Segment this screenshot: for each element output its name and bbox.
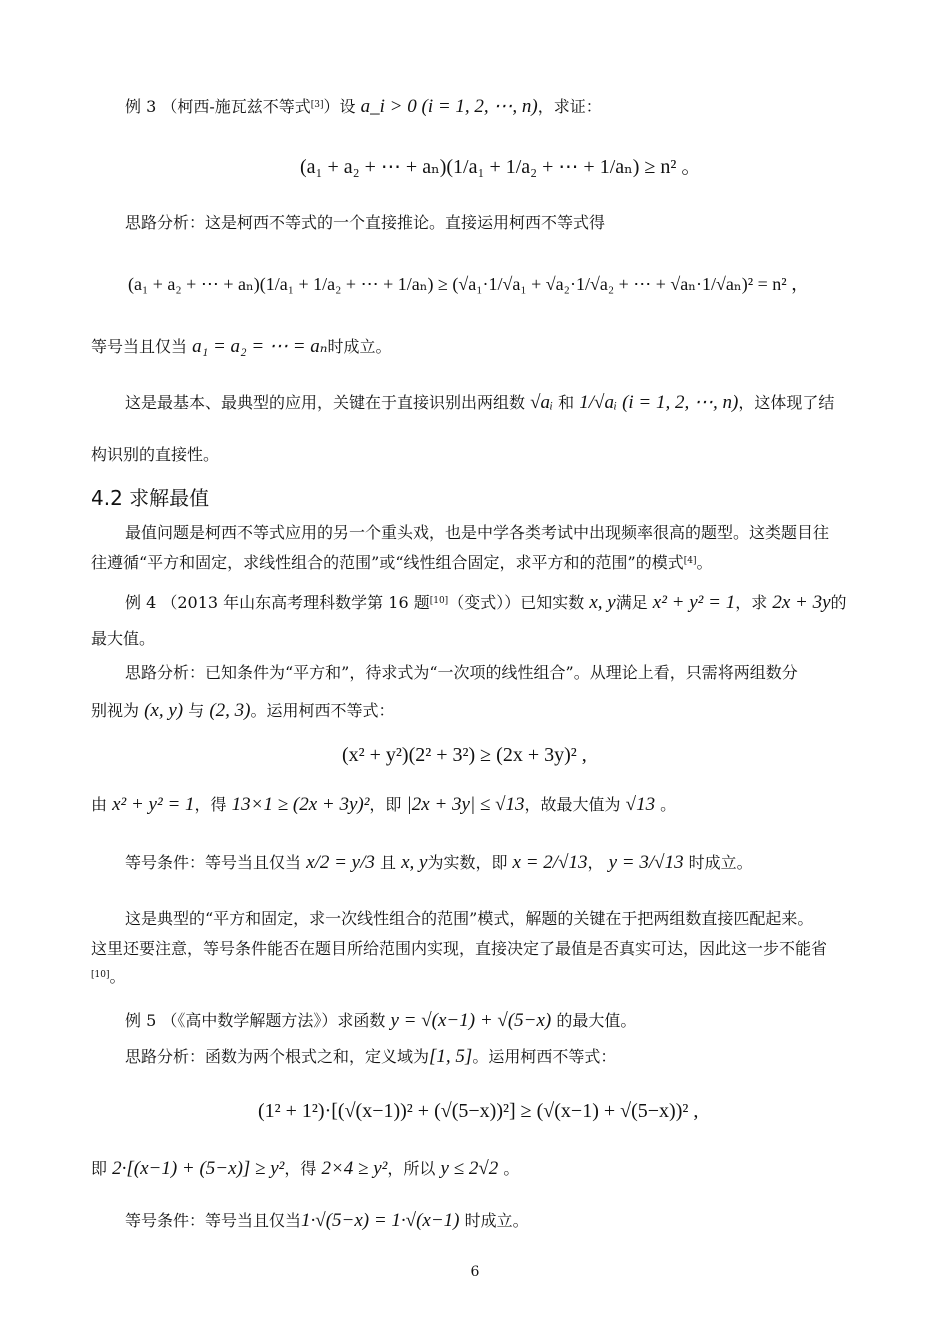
section-heading: 4.2 求解最值 [91, 486, 210, 510]
ex3-equality-condition: 等号当且仅当 a₁ = a₂ = ⋯ = aₙ时成立。 [91, 336, 392, 357]
math-inline: [1, 5] [429, 1046, 473, 1067]
math-inline: 1·√(5−x) = 1·√(x−1) [301, 1210, 460, 1231]
citation: [10] [429, 596, 449, 606]
math-inline: |2x + 3y| ≤ √13 [406, 794, 525, 815]
math-inline: x, y [401, 852, 428, 873]
math-inline: x² + y² = 1 [112, 794, 195, 815]
page-number: 6 [470, 1264, 480, 1280]
equation-ex3-claim: (a₁ + a₂ + ⋯ + aₙ)(1/a₁ + 1/a₂ + ⋯ + 1/aₙ) ≥ n² 。 [300, 156, 702, 178]
ex3-comment: 这是最基本、最典型的应用，关键在于直接识别出两组数 √aᵢ 和 1/√aᵢ (i = 1, 2, ⋯, n)，这体现了结 [125, 392, 835, 413]
math-inline: y = √(x−1) + √(5−x) [390, 1010, 552, 1031]
math-inline: (2, 3) [209, 700, 251, 721]
ex3-analysis: 思路分析：这是柯西不等式的一个直接推论。直接运用柯西不等式得 [125, 213, 606, 232]
equation-ex3-derivation: (a₁ + a₂ + ⋯ + aₙ)(1/a₁ + 1/a₂ + ⋯ + 1/aₙ) ≥ (√a₁·1/√a₁ + √a₂·1/√a₂ + ⋯ + √aₙ·1/√aₙ)² = n² ， [128, 274, 810, 294]
citation: [10] [91, 970, 110, 980]
math-inline: a₁ = a₂ = ⋯ = aₙ [192, 336, 328, 357]
math-inline: y ≤ 2√2 [440, 1158, 499, 1179]
citation: [4] [683, 556, 697, 566]
math-inline: 2×4 ≥ y² [321, 1158, 388, 1179]
equation-ex4: (x² + y²)(2² + 3²) ≥ (2x + 3y)² , [342, 744, 587, 766]
math-inline: x/2 = y/3 [306, 852, 375, 873]
ex4-analysis-1: 思路分析：已知条件为“平方和”，待求式为“一次项的线性组合”。从理论上看，只需将两组数分 [125, 663, 798, 682]
ex3-comment-line2: 构识别的直接性。 [91, 445, 220, 464]
ex4-comment-2: 这里还要注意，等号条件能否在题目所给范围内实现，直接决定了最值是否真实可达，因此这一步不能省 [91, 939, 828, 958]
equation-ex5: (1² + 1²)·[(√(x−1))² + (√(5−x))²] ≥ (√(x−1) + √(5−x))² , [258, 1100, 699, 1122]
ex5-result: 即 2·[(x−1) + (5−x)] ≥ y²，得 2×4 ≥ y²，所以 y ≤ 2√2 。 [91, 1158, 520, 1179]
math-inline: 2·[(x−1) + (5−x)] ≥ y² [112, 1158, 285, 1179]
example-label: 例 4 [125, 593, 157, 612]
ex4-analysis-2: 别视为 (x, y) 与 (2, 3)。运用柯西不等式： [91, 700, 395, 721]
ex4-equality-condition: 等号条件：等号当且仅当 x/2 = y/3 且 x, y为实数，即 x = 2/√13， y = 3/√13 时成立。 [125, 852, 753, 873]
example-3-statement: 例 3 （柯西-施瓦兹不等式[3]）设 a_i > 0 (i = 1, 2, ⋯, n)，求证： [125, 96, 602, 117]
math-inline: 1/√aᵢ [579, 392, 617, 413]
math-inline: √aᵢ [530, 392, 554, 413]
intro-line1: 最值问题是柯西不等式应用的另一个重头戏，也是中学各类考试中出现频率很高的题型。这类题目往 [125, 523, 830, 542]
ex4-comment-1: 这是典型的“平方和固定，求一次线性组合的范围”模式，解题的关键在于把两组数直接匹配起来。 [125, 909, 814, 928]
math-inline: x² + y² = 1 [652, 592, 736, 613]
ex5-analysis: 思路分析：函数为两个根式之和，定义域为[1, 5]。运用柯西不等式： [125, 1046, 617, 1067]
example-label: 例 5 [125, 1011, 157, 1030]
math-inline: x, y [589, 592, 616, 613]
math-inline: 2x + 3y [772, 592, 831, 613]
math-inline: 13×1 ≥ (2x + 3y)² [231, 794, 370, 815]
example-4-statement: 例 4 （2013 年山东高考理科数学第 16 题[10]（变式））已知实数 x, y满足 x² + y² = 1，求 2x + 3y的 [125, 592, 847, 613]
ex4-comment-3: [10]。 [91, 967, 126, 986]
math-inline: x = 2/√13 [512, 852, 588, 873]
math-inline: (x, y) [144, 700, 184, 721]
math-inline: a_i > 0 (i = 1, 2, ⋯, n) [360, 96, 538, 117]
intro-line2: 往遵循“平方和固定，求线性组合的范围”或“线性组合固定，求平方和的范围”的模式[4]。 [91, 553, 713, 572]
math-inline: y = 3/√13 [608, 852, 684, 873]
example-5-statement: 例 5 （《高中数学解题方法》）求函数 y = √(x−1) + √(5−x) 的最大值。 [125, 1010, 637, 1031]
citation: [3] [310, 100, 324, 110]
ex5-equality-condition: 等号条件：等号当且仅当1·√(5−x) = 1·√(x−1) 时成立。 [125, 1210, 529, 1231]
ex4-result: 由 x² + y² = 1，得 13×1 ≥ (2x + 3y)²，即 |2x + 3y| ≤ √13，故最大值为 √13 。 [91, 794, 677, 815]
example-label: 例 3 [125, 97, 157, 116]
ex4-line2: 最大值。 [91, 629, 156, 648]
math-inline: √13 [625, 794, 656, 815]
math-inline: (i = 1, 2, ⋯, n) [622, 392, 739, 413]
